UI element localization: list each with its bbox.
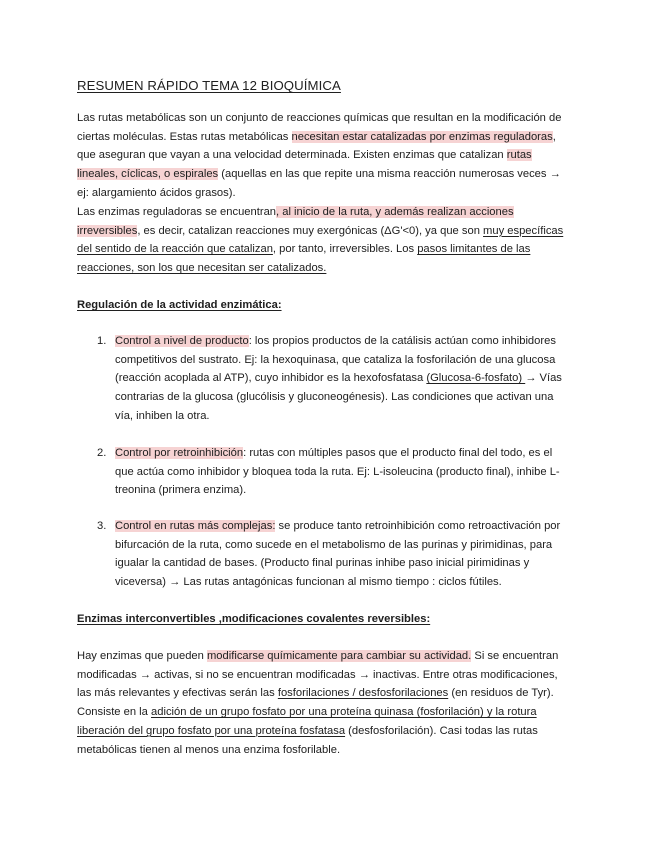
list-item-underline: (Glucosa-6-fosfato) (426, 372, 526, 385)
regulators-underline-limiting: pasos limitantes de las reacciones, son los que necesitan ser catalizados. (77, 243, 531, 275)
intro-highlight-routes: rutas lineales, cíclicas, o espirales (77, 149, 532, 181)
interconvertible-underline-kinase: adición de un grupo fosfato por una proteína quinasa (fosforilación) y la rotura liberación del grupo fosfato por una proteína fosfatasa (77, 706, 537, 737)
list-item-body: : los propios productos de la catálisis actúan como inhibidores competitivos del sustrato. Ej: la hexoquinasa, que cataliza la fosforilación de una glucosa (reacción acoplada al ATP), cuyo inhibidor es la hexofosfatasa (115, 335, 556, 385)
intro-text-3: (aquellas en las que repite una misma reacción numerosas veces → ej: alargamiento ácidos grasos). (77, 168, 561, 199)
interconvertible-text-3: (en residuos de Tyr). Consiste en la (77, 687, 554, 719)
intro-highlight-enzymes: necesitan estar catalizadas por enzimas reguladoras (291, 130, 553, 143)
regulators-text-1: Las enzimas reguladoras se encuentran (77, 206, 277, 218)
list-item-highlight: Control por retroinhibición (115, 447, 244, 459)
regulators-underline-specific: muy específicas del sentido de la reacción que catalizan (77, 224, 564, 256)
interconvertible-paragraph (77, 647, 573, 759)
list-item-body: : rutas con múltiples pasos que el producto final del todo, es el que actúa como inhibidor y bloquea toda la ruta. Ej: L-isoleucina (producto final), inhibe L-treonina (primera enzima). (115, 447, 560, 497)
list-number: 3. (97, 520, 107, 532)
intro-paragraph (77, 109, 573, 203)
list-item-text (115, 332, 573, 426)
intro-text-1: Las rutas metabólicas son un conjunto de reacciones químicas que resultan en la modificación de ciertas moléculas. Estas rutas metabólicas (77, 112, 562, 143)
list-item-highlight: Control a nivel de producto (115, 335, 249, 347)
list-item-text (115, 444, 573, 500)
regulators-highlight: , al inicio de la ruta, y además realizan acciones irreversibles (77, 206, 514, 237)
interconvertible-highlight: modificarse químicamente para cambiar su actividad. (206, 650, 472, 662)
list-item-body: se produce tanto retroinhibición como retroactivación por bifurcación de la ruta, como sucede en el metabolismo de las purinas y pirimidinas, para igualar la cantidad de bases. (Producto final purinas inhibe paso inicial pirimidinas y viceversa) → Las rutas antagónicas funcionan al mismo tiempo : ciclos fútiles. (115, 520, 561, 589)
interconvertible-text-4: (desfosforilación). Casi todas las rutas metabólicas tienen al menos una enzima fosforilable. (77, 724, 538, 756)
document-title: RESUMEN RÁPIDO TEMA 12 BIOQUÍMICA (77, 78, 341, 93)
regulators-text-2: , es decir, catalizan reacciones muy exergónicas (ΔG'<0), ya que son (137, 224, 484, 237)
interconvertible-text-1: Hay enzimas que pueden (77, 650, 207, 662)
list-number: 2. (97, 447, 107, 459)
intro-text-2: , que aseguran que vayan a una velocidad determinada. Existen enzimas que catalizan (77, 130, 556, 162)
regulation-heading: Regulación de la actividad enzimática: (77, 299, 282, 311)
interconvertible-heading: Enzimas interconvertibles ,modificaciones covalentes reversibles: (77, 613, 431, 625)
list-item-highlight: Control en rutas más complejas: (115, 520, 276, 532)
interconvertible-underline-phosphorylation: fosforilaciones / desfosforilaciones (277, 687, 449, 700)
regulators-text-3: , por tanto, irreversibles. Los (272, 243, 418, 256)
list-item-text (115, 517, 573, 592)
regulators-paragraph (77, 203, 573, 278)
interconvertible-text-2: Si se encuentran modificadas → activas, si no se encuentran modificadas → inactivas. Entre otras modificaciones, las más relevantes y efectivas serán las (77, 650, 559, 700)
list-number: 1. (97, 335, 107, 347)
list-item-body-2: → Vías contrarias de la glucosa (glucólisis y gluconeogénesis). Las condiciones que activan una vía, inhiben la otra. (115, 372, 562, 422)
